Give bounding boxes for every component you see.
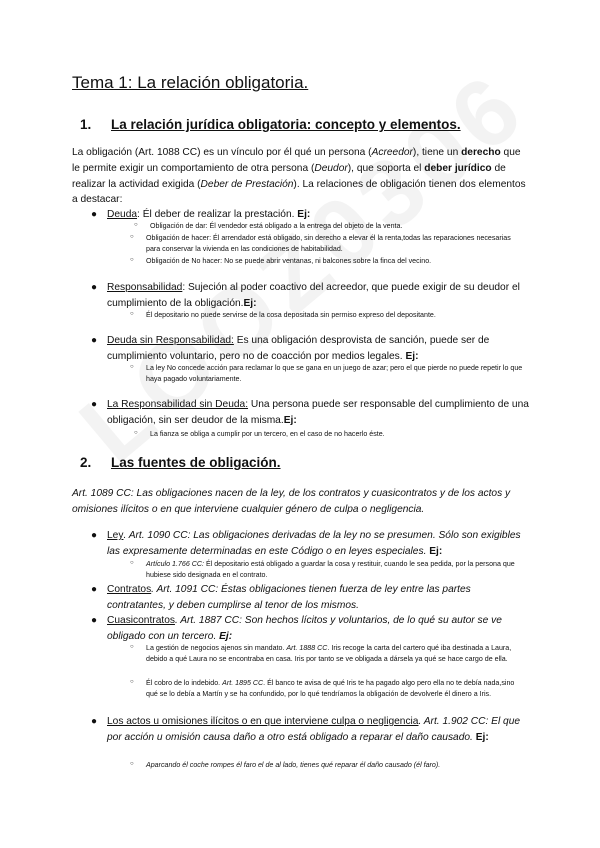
term: Los actos u omisiones ilícitos o en que interviene culpa o negligencia [107, 716, 419, 727]
text: Él cobro de lo indebido. [146, 679, 223, 687]
section-number: 2. [80, 455, 92, 470]
example-label: Ej: [283, 414, 297, 426]
text: La fianza se obliga a cumplir por un tercero, en el caso de no hacerlo éste. [150, 430, 385, 438]
text: Aparcando él coche rompes él faro el de al lado, tienes qué reparar él daño causado (él faro). [146, 761, 441, 769]
list-item-cuasicontratos [91, 613, 529, 645]
article-ref: Artículo 1.766 CC: [146, 560, 204, 568]
text: Una persona puede ser responsable del cumplimiento de una obligación, sin ser deudor de la misma. [107, 399, 529, 426]
list-item-contratos [91, 582, 529, 614]
page-title: Tema 1: La relación obligatoria. [72, 73, 309, 92]
text: . Art. 1.902 CC: El que por acción u omisión causa daño a otro está obligado a reparar el daño causado. [107, 716, 521, 743]
term: Deuda sin Responsabilidad: [107, 335, 234, 346]
text: . Art. 1090 CC: Las obligaciones derivadas de la ley no se presumen. Sólo son exigibles las expresamente determinadas en este Código o en leyes especiales. [107, 530, 521, 557]
article-ref: Art. 1888 CC [286, 644, 328, 652]
bullet-icon: ● [91, 282, 98, 293]
sub-item [130, 678, 526, 701]
text: ), tiene un [412, 147, 459, 158]
list-item-ley [91, 528, 529, 560]
circle-icon: ○ [130, 311, 134, 317]
example-label: Ej: [405, 350, 419, 362]
bullet-icon: ● [91, 399, 98, 410]
example-label: Ej: [219, 630, 233, 642]
circle-icon: ○ [130, 644, 134, 650]
term: Contratos [107, 584, 152, 595]
term: Responsabilidad [107, 282, 183, 293]
text: . Iris recoge la carta del cartero qué iba destinada a Laura, debido a qué Laura no se encontraba en casa. Iris por tanto se ve obligada a dársela ya qué se hace cargo de ella. [146, 644, 512, 664]
text: Obligación de dar: Él vendedor está obligado a la entrega del objeto de la venta. [150, 222, 403, 230]
text: La ley No concede acción para reclamar lo que se gana en un juego de azar; pero el que pierde no puede repetir lo que haya pagado voluntariamente. [146, 364, 523, 384]
circle-icon: ○ [130, 560, 134, 566]
bullet-icon: ● [91, 335, 98, 346]
section-title: La relación jurídica obligatoria: concepto y elementos. [111, 117, 461, 132]
text: Obligación de hacer: Él arrendador está obligado, sin derecho a elevar él la renta,todas las reparaciones necesarias para conservar la vivienda en las condiciones de habitabilidad. [146, 234, 511, 254]
text: La gestión de negocios ajenos sin mandato. [146, 644, 287, 652]
text: ). La relaciones de obligación tienen dos elementos a destacar: [72, 178, 526, 206]
sub-item [130, 363, 526, 386]
circle-icon: ○ [130, 364, 134, 370]
bullet-icon: ● [91, 716, 98, 727]
sub-item [130, 310, 526, 321]
text: . Art. 1091 CC: Éstas obligaciones tienen fuerza de ley entre las partes contratantes, y deben cumplirse al tenor de los mismos. [107, 584, 471, 611]
term-deber-juridico: deber jurídico [424, 162, 492, 174]
section-number: 1. [80, 117, 92, 132]
term-deber-prestacion: Deber de Prestación [200, 178, 294, 190]
bullet-icon: ● [91, 615, 98, 626]
circle-icon: ○ [130, 257, 134, 263]
text: Obligación de No hacer: No se puede abrir ventanas, ni balcones sobre la finca del vecino. [146, 257, 432, 265]
text: : Él deber de realizar la prestación. [137, 209, 298, 220]
text: de realizar la actividad exigida ( [72, 162, 506, 190]
example-label: Ej: [297, 209, 311, 220]
example-label: Ej: [475, 731, 489, 743]
term: Deuda [107, 209, 138, 220]
intro-paragraph [72, 145, 528, 208]
example-label: Ej: [243, 297, 257, 309]
text: : Sujeción al poder coactivo del acreedor, que puede exigir de su deudor el cumplimiento de la obligación. [107, 282, 520, 309]
text: Él depositario no puede servirse de la cosa depositada sin permiso expreso del depositante. [146, 311, 436, 319]
sub-item [130, 760, 526, 771]
circle-icon: ○ [130, 234, 134, 240]
term-acreedor: Acreedor [371, 147, 413, 158]
circle-icon: ○ [134, 222, 138, 228]
bullet-icon: ● [91, 584, 98, 595]
example-label: Ej: [429, 545, 443, 557]
term: Ley [107, 530, 124, 541]
term: La Responsabilidad sin Deuda: [107, 399, 249, 410]
sub-item [130, 233, 526, 256]
circle-icon: ○ [130, 761, 134, 767]
text: que le permite exigir un comportamiento de otra persona ( [72, 147, 521, 174]
circle-icon: ○ [134, 430, 138, 436]
article-ref: Art. 1895 CC [222, 679, 264, 687]
sub-item [134, 221, 530, 232]
sub-item [130, 256, 526, 267]
bullet-icon: ● [91, 530, 98, 541]
bullet-icon: ● [91, 209, 98, 220]
list-item-responsabilidad-sin-deuda [91, 397, 529, 429]
circle-icon: ○ [130, 679, 134, 685]
term-derecho: derecho [461, 147, 501, 158]
term: Cuasicontratos [107, 615, 175, 626]
text: . Art. 1887 CC: Son hechos lícitos y voluntarios, de lo qué su autor se ve obligado con un tercero. [107, 615, 502, 642]
text: Es una obligación desprovista de sanción, puede ser de cumplimiento voluntario, pero no de coacción por medios legales. [107, 335, 490, 362]
section-title: Las fuentes de obligación. [111, 455, 281, 470]
text: La obligación (Art. 1088 CC) es un vínculo por él qué un persona ( [72, 147, 372, 158]
sub-item [130, 643, 526, 666]
text: . Él banco te avisa de qué Iris te ha pagado algo pero ella no te debía nada,sino qué se lo debía a Martín y se ha confundido, por lo qué tendríamos la obligación de devolverle él dinero a Iris. [146, 679, 515, 699]
sub-item [130, 559, 526, 582]
text: Él depositario está obligado a guardar la cosa y restituir, cuando le sea pedida, por la persona que hubiese sido designada en el contrato. [146, 560, 515, 580]
article-1089: Art. 1089 CC: Las obligaciones nacen de la ley, de los contratos y cuasicontratos y de los actos y omisiones ilícitos o en que interviene cualquier género de culpa o negligencia. [72, 488, 511, 515]
list-item-actos-ilicitos [91, 714, 529, 746]
list-item-responsabilidad [91, 280, 529, 312]
text: ), que soporta el [347, 162, 422, 174]
term-deudor: Deudor [314, 162, 348, 174]
sub-item [134, 429, 530, 440]
list-item-deuda-sin-responsabilidad [91, 333, 529, 365]
